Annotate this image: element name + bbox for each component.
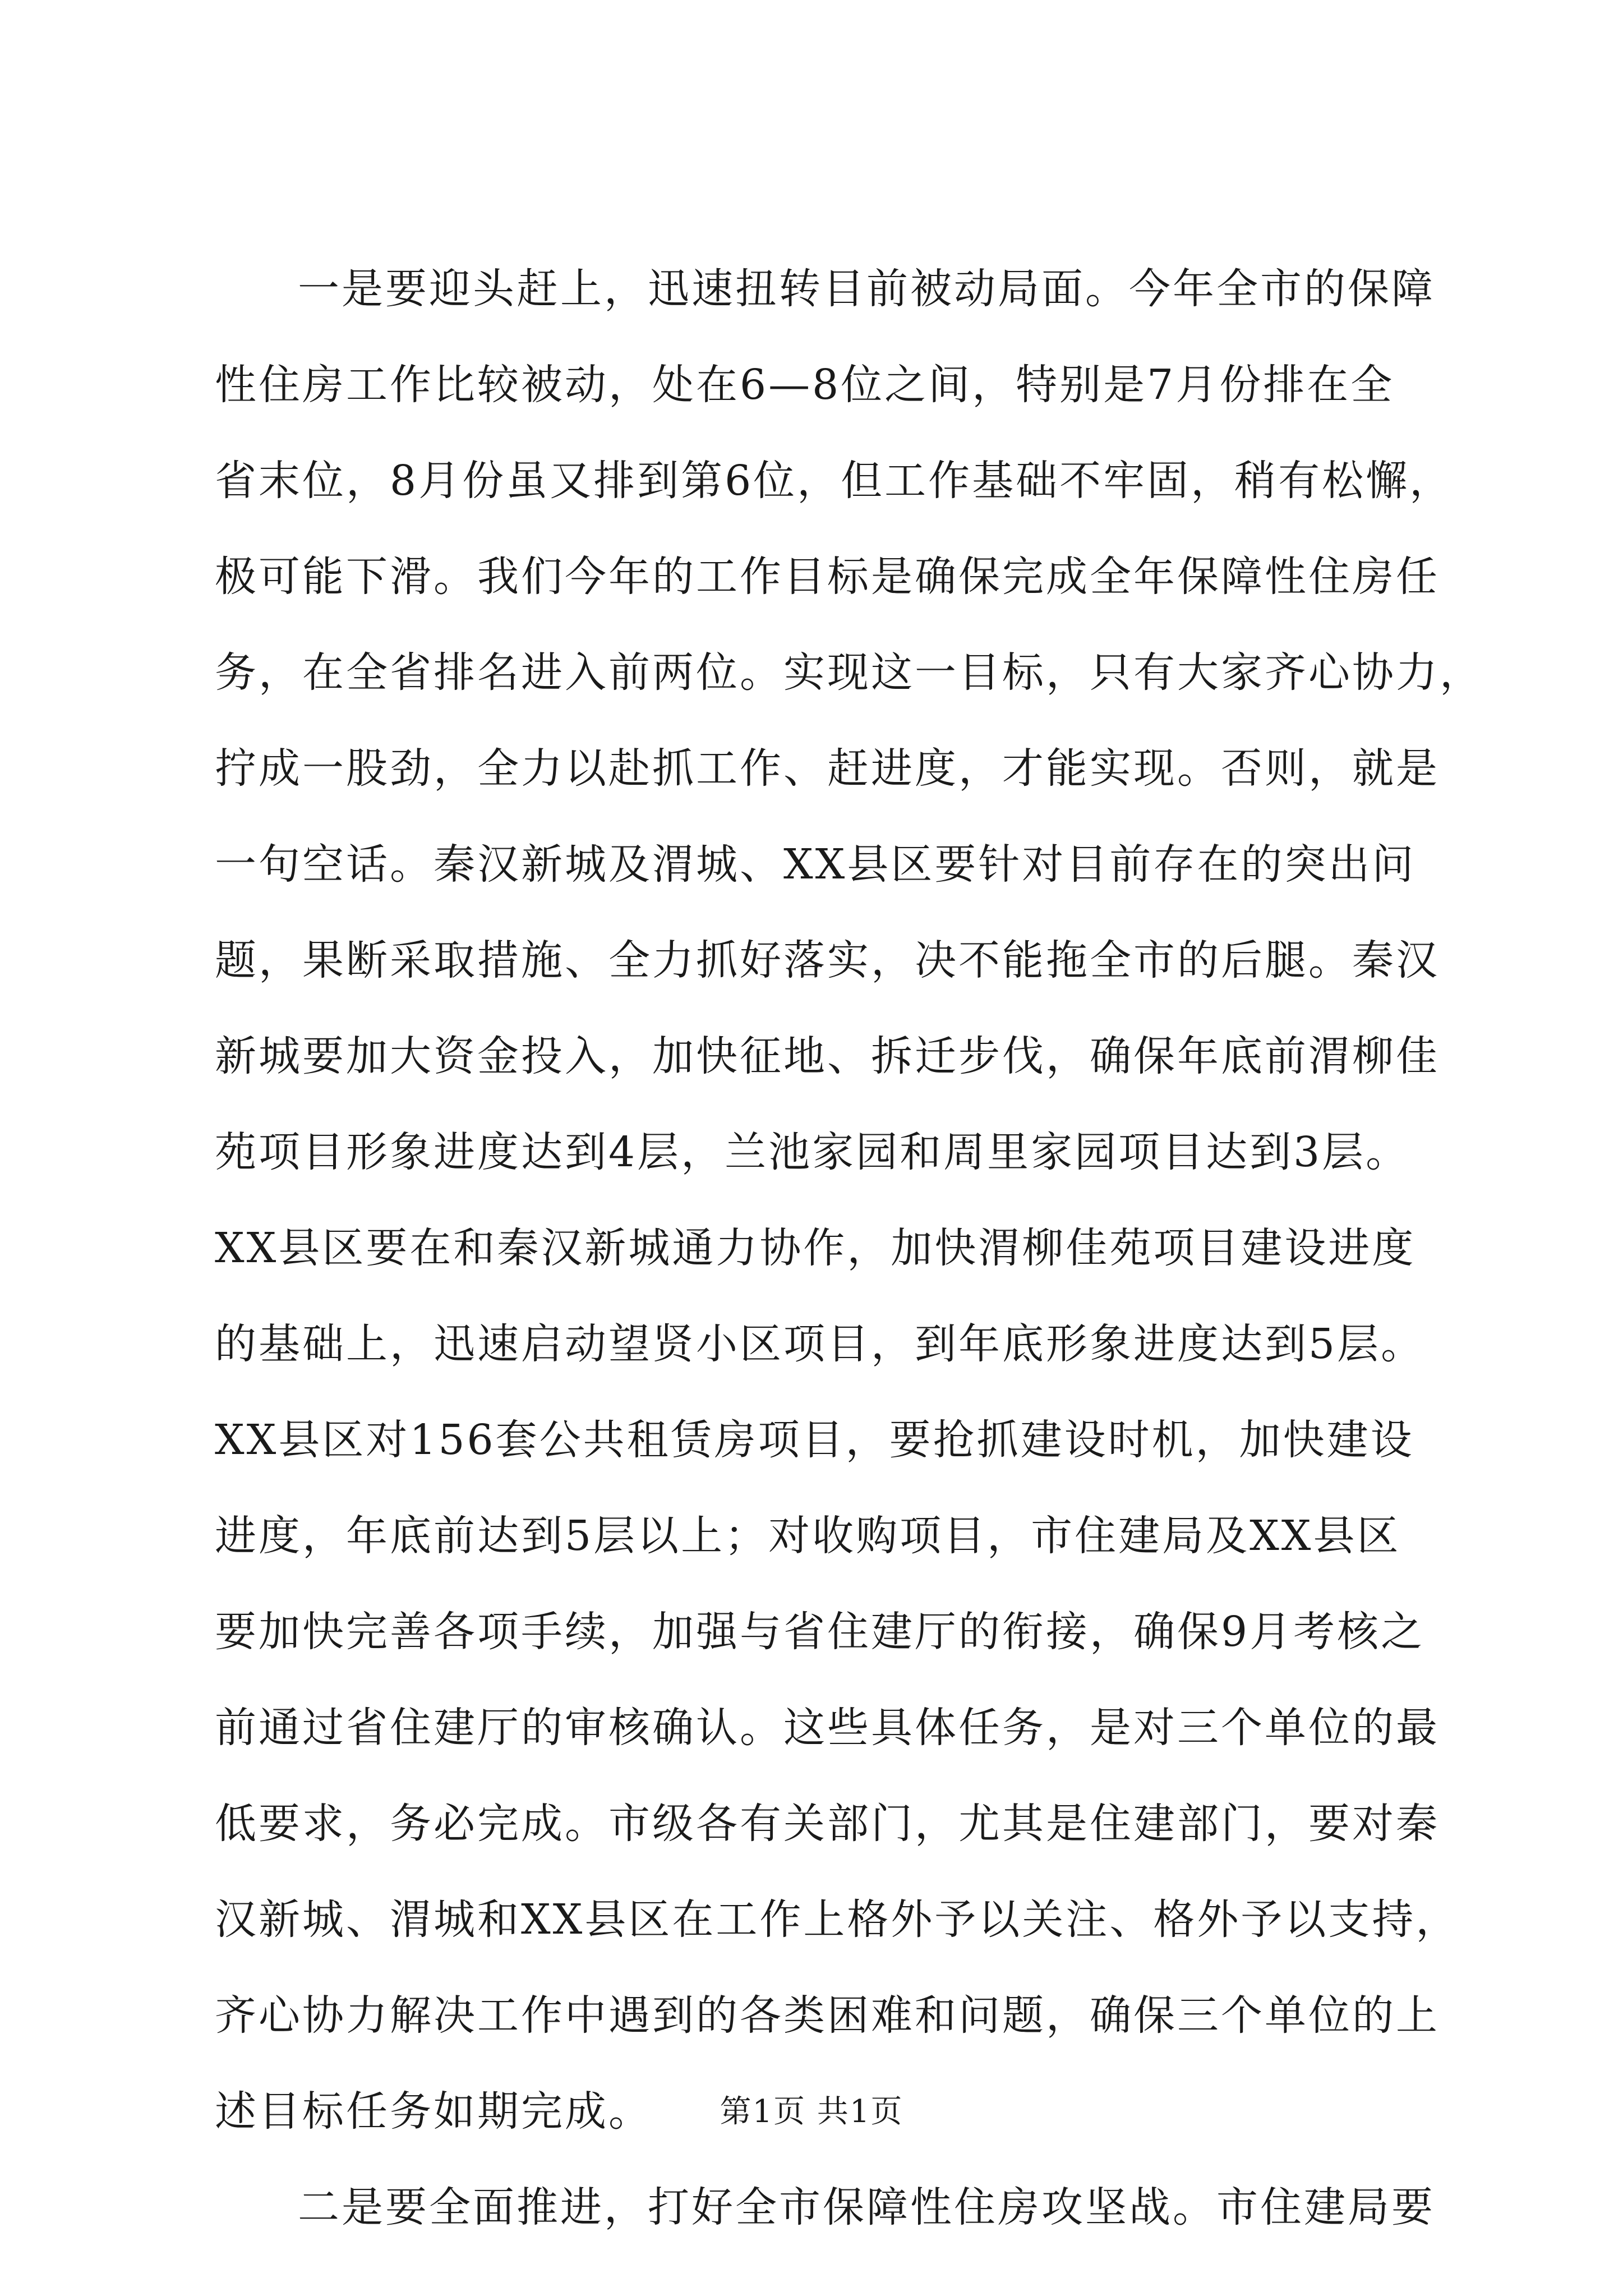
paragraph-1-line-8: 题，果断采取措施、全力抓好落实，决不能拖全市的后腿。秦汉 (215, 936, 1440, 984)
paragraph-1-line-10: 苑项目形象进度达到4层，兰池家园和周里家园项目达到3层。 (215, 1128, 1410, 1176)
page-footer (0, 2090, 1623, 2134)
paragraph-1-line-15: 要加快完善各项手续，加强与省住建厅的衔接，确保9月考核之 (215, 1608, 1425, 1656)
paragraph-1-line-7: 一句空话。秦汉新城及渭城、XX县区要针对目前存在的突出问 (215, 840, 1416, 889)
paragraph-1 (215, 241, 1483, 2160)
paragraph-1-line-16: 前通过省住建厅的审核确认。这些具体任务，是对三个单位的最 (215, 1704, 1440, 1752)
paragraph-1-line-4: 极可能下滑。我们今年的工作目标是确保完成全年保障性住房任 (215, 553, 1440, 601)
paragraph-1-line-11: XX县区要在和秦汉新城通力协作，加快渭柳佳苑项目建设进度 (215, 1224, 1416, 1272)
paragraph-1-line-18: 汉新城、渭城和XX县区在工作上格外予以关注、格外予以支持， (215, 1895, 1460, 1944)
paragraph-2-line-1: 二是要全面推进，打好全市保障性住房攻坚战。市住建局要 (298, 2183, 1435, 2231)
paragraph-1-line-3: 省末位，8月份虽又排到第6位，但工作基础不牢固，稍有松懈， (215, 457, 1454, 505)
paragraph-1-line-20: 述目标任务如期完成。 (215, 2087, 652, 2136)
paragraph-1-line-19: 齐心协力解决工作中遇到的各类困难和问题，确保三个单位的上 (215, 1991, 1440, 2040)
paragraph-1-line-14: 进度，年底前达到5层以上；对收购项目，市住建局及XX县区 (215, 1512, 1401, 1560)
document-body (215, 241, 1483, 2256)
paragraph-1-line-9: 新城要加大资金投入，加快征地、拆迁步伐，确保年底前渭柳佳 (215, 1032, 1440, 1080)
paragraph-1-line-5: 务，在全省排名进入前两位。实现这一目标，只有大家齐心协力， (215, 648, 1483, 697)
paragraph-1-line-2: 性住房工作比较被动，处在6—8位之间，特别是7月份排在全 (215, 361, 1395, 409)
paragraph-1-line-12: 的基础上，迅速启动望贤小区项目，到年底形象进度达到5层。 (215, 1320, 1425, 1368)
paragraph-1-line-13: XX县区对156套公共租赁房项目，要抢抓建设时机，加快建设 (215, 1416, 1414, 1464)
paragraph-2 (215, 2160, 1437, 2256)
paragraph-1-line-17: 低要求，务必完成。市级各有关部门，尤其是住建部门，要对秦 (215, 1800, 1440, 1848)
page-number-label: 第1页 共1页 (720, 2093, 903, 2130)
paragraph-1-line-6: 拧成一股劲，全力以赴抓工作、赶进度，才能实现。否则，就是 (215, 744, 1440, 793)
paragraph-1-line-1: 一是要迎头赶上，迅速扭转目前被动局面。今年全市的保障 (298, 265, 1435, 313)
